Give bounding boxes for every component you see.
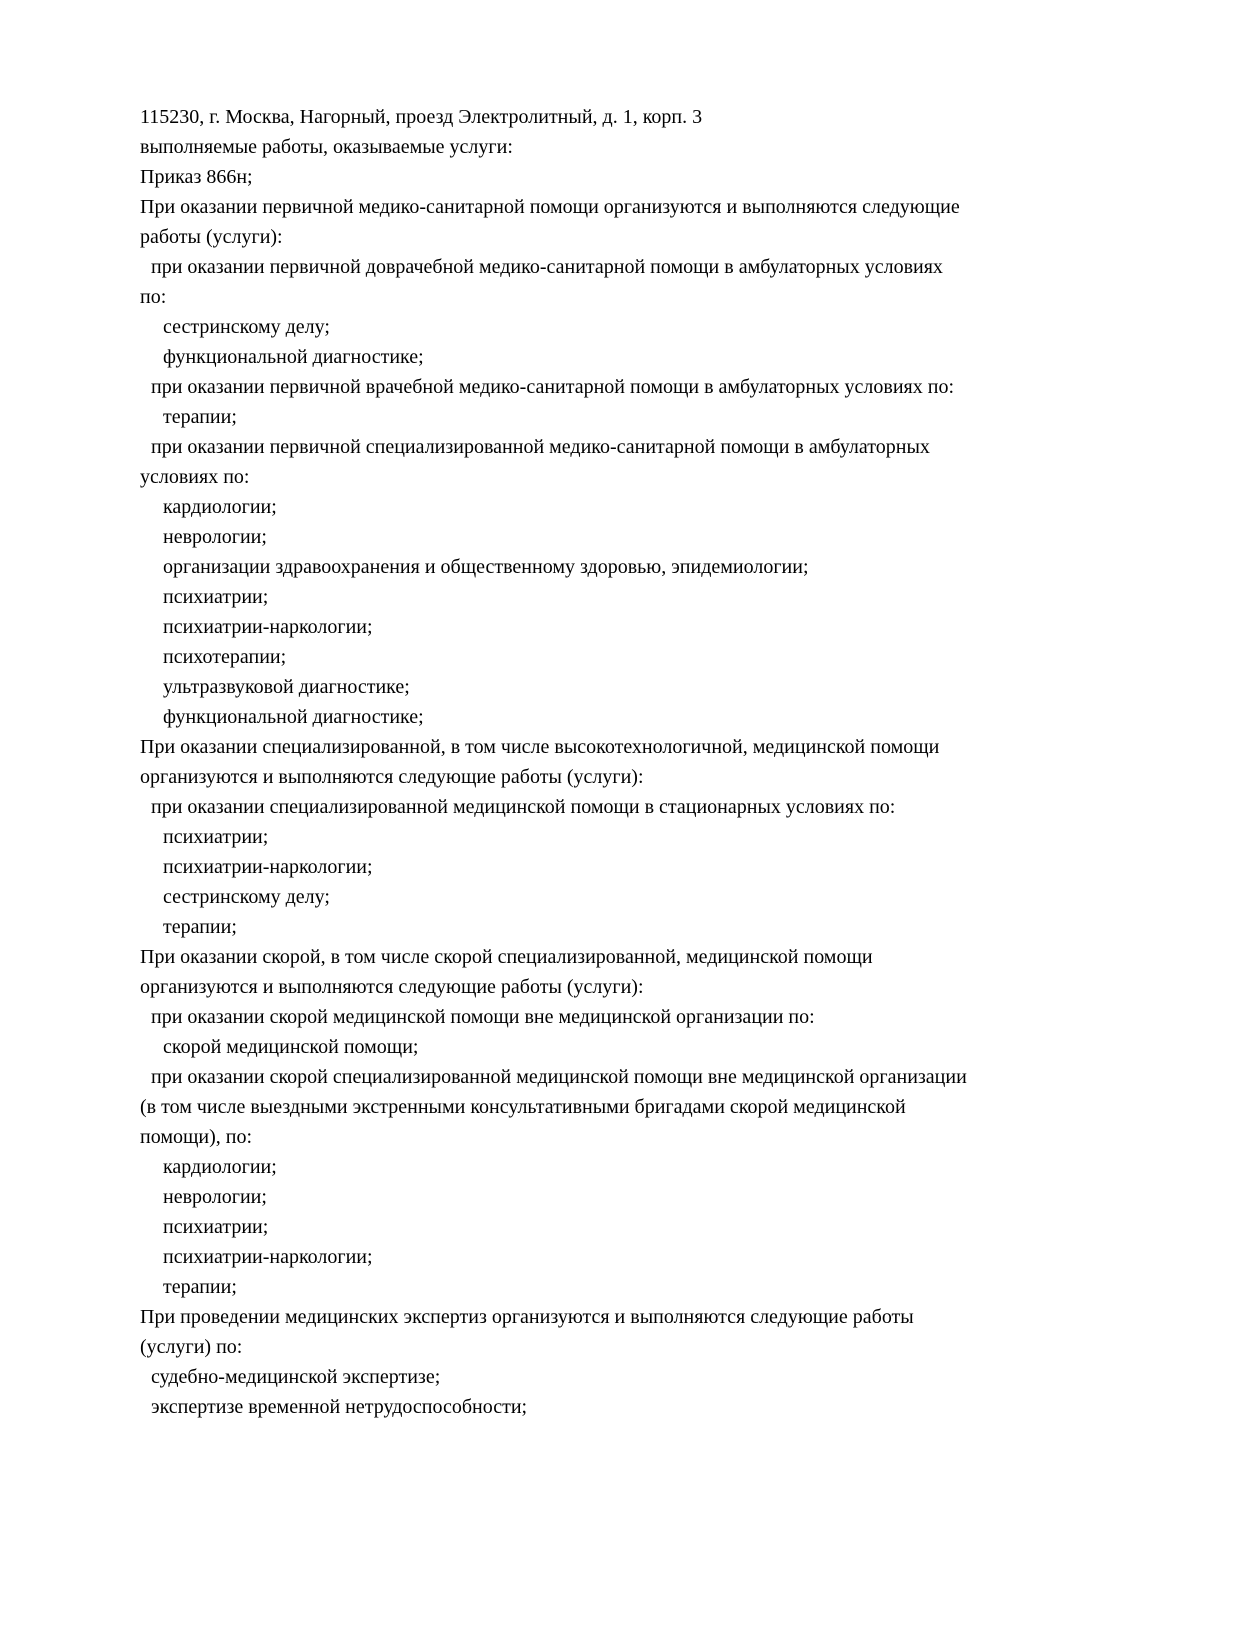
text-line: неврологии; bbox=[163, 526, 267, 548]
text-line: Приказ 866н; bbox=[140, 166, 253, 188]
text-line: При оказании первичной медико-санитарной помощи организуются и выполняются следующие bbox=[140, 196, 960, 218]
text-line: работы (услуги): bbox=[140, 226, 283, 248]
text-line: скорой медицинской помощи; bbox=[163, 1036, 419, 1058]
text-line: (услуги) по: bbox=[140, 1336, 243, 1358]
text-line: При оказании специализированной, в том числе высокотехнологичной, медицинской помощи bbox=[140, 736, 940, 758]
text-line: при оказании специализированной медицинской помощи в стационарных условиях по: bbox=[151, 796, 896, 818]
text-line: кардиологии; bbox=[163, 1156, 277, 1178]
text-line: помощи), по: bbox=[140, 1126, 253, 1148]
text-line: ультразвуковой диагностике; bbox=[163, 676, 410, 698]
text-line: психиатрии-наркологии; bbox=[163, 856, 373, 878]
text-line: терапии; bbox=[163, 406, 237, 428]
text-line: при оказании первичной доврачебной медико-санитарной помощи в амбулаторных условиях bbox=[151, 256, 943, 278]
text-line: при оказании скорой медицинской помощи вне медицинской организации по: bbox=[151, 1006, 815, 1028]
text-line: по: bbox=[140, 286, 167, 308]
text-line: психиатрии; bbox=[163, 1216, 269, 1238]
document-body bbox=[140, 102, 1200, 1422]
text-line: терапии; bbox=[163, 916, 237, 938]
text-line: функциональной диагностике; bbox=[163, 346, 424, 368]
text-line: 115230, г. Москва, Нагорный, проезд Электролитный, д. 1, корп. 3 bbox=[140, 106, 703, 128]
text-line: организации здравоохранения и общественному здоровью, эпидемиологии; bbox=[163, 556, 809, 578]
text-line: функциональной диагностике; bbox=[163, 706, 424, 728]
text-line: экспертизе временной нетрудоспособности; bbox=[151, 1396, 528, 1418]
text-line: кардиологии; bbox=[163, 496, 277, 518]
text-line: при оказании первичной врачебной медико-санитарной помощи в амбулаторных условиях по: bbox=[151, 376, 955, 398]
text-line: выполняемые работы, оказываемые услуги: bbox=[140, 136, 513, 158]
text-line: При оказании скорой, в том числе скорой специализированной, медицинской помощи bbox=[140, 946, 873, 968]
text-line: условиях по: bbox=[140, 466, 250, 488]
text-line: (в том числе выездными экстренными консультативными бригадами скорой медицинской bbox=[140, 1096, 906, 1118]
text-line: при оказании скорой специализированной медицинской помощи вне медицинской организации bbox=[151, 1066, 967, 1088]
text-line: психиатрии-наркологии; bbox=[163, 1246, 373, 1268]
text-line: психотерапии; bbox=[163, 646, 287, 668]
text-line: судебно-медицинской экспертизе; bbox=[151, 1366, 441, 1388]
text-line: организуются и выполняются следующие работы (услуги): bbox=[140, 766, 644, 788]
text-line: терапии; bbox=[163, 1276, 237, 1298]
text-line: неврологии; bbox=[163, 1186, 267, 1208]
text-line: психиатрии; bbox=[163, 586, 269, 608]
text-line: сестринскому делу; bbox=[163, 886, 330, 908]
text-line: сестринскому делу; bbox=[163, 316, 330, 338]
text-line: При проведении медицинских экспертиз организуются и выполняются следующие работы bbox=[140, 1306, 914, 1328]
text-line: организуются и выполняются следующие работы (услуги): bbox=[140, 976, 644, 998]
text-line: при оказании первичной специализированной медико-санитарной помощи в амбулаторных bbox=[151, 436, 930, 458]
text-line: психиатрии-наркологии; bbox=[163, 616, 373, 638]
text-line: психиатрии; bbox=[163, 826, 269, 848]
